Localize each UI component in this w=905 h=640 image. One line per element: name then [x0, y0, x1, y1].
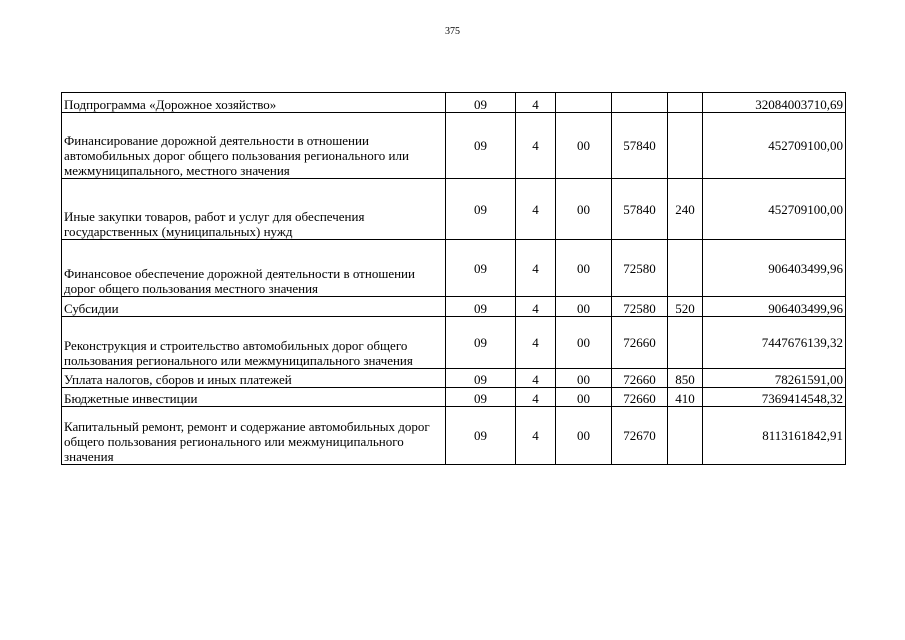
row-name: Бюджетные инвестиции — [62, 388, 446, 407]
row-name: Уплата налогов, сборов и иных платежей — [62, 369, 446, 388]
row-target-code — [612, 93, 668, 113]
row-section: 09 — [446, 388, 516, 407]
row-target-code: 72670 — [612, 407, 668, 465]
table-row — [62, 388, 846, 407]
row-expense-type: 520 — [668, 297, 703, 317]
row-program-code: 00 — [556, 113, 612, 179]
row-subsection: 4 — [516, 179, 556, 240]
row-program-code: 00 — [556, 297, 612, 317]
row-expense-type — [668, 113, 703, 179]
table-row — [62, 93, 846, 113]
row-expense-type — [668, 93, 703, 113]
row-program-code: 00 — [556, 179, 612, 240]
row-program-code — [556, 93, 612, 113]
row-name: Субсидии — [62, 297, 446, 317]
row-subsection: 4 — [516, 297, 556, 317]
row-expense-type — [668, 317, 703, 369]
budget-table — [61, 92, 846, 465]
row-subsection: 4 — [516, 388, 556, 407]
page-number: 375 — [445, 26, 460, 37]
row-target-code: 72660 — [612, 317, 668, 369]
row-subsection: 4 — [516, 240, 556, 297]
row-target-code: 72580 — [612, 297, 668, 317]
row-expense-type: 850 — [668, 369, 703, 388]
row-subsection: 4 — [516, 407, 556, 465]
table-row — [62, 317, 846, 369]
row-program-code: 00 — [556, 369, 612, 388]
row-amount: 906403499,96 — [703, 240, 846, 297]
row-expense-type: 240 — [668, 179, 703, 240]
row-section: 09 — [446, 240, 516, 297]
row-amount: 32084003710,69 — [703, 93, 846, 113]
table-row — [62, 179, 846, 240]
row-subsection: 4 — [516, 317, 556, 369]
row-name: Иные закупки товаров, работ и услуг для обеспечения государственных (муниципальных) нужд — [62, 179, 446, 240]
row-amount: 452709100,00 — [703, 179, 846, 240]
row-subsection: 4 — [516, 113, 556, 179]
row-section: 09 — [446, 369, 516, 388]
row-amount: 78261591,00 — [703, 369, 846, 388]
row-amount: 452709100,00 — [703, 113, 846, 179]
table-row — [62, 369, 846, 388]
row-program-code: 00 — [556, 240, 612, 297]
row-program-code: 00 — [556, 407, 612, 465]
row-name: Подпрограмма «Дорожное хозяйство» — [62, 93, 446, 113]
row-name: Реконструкция и строительство автомобильных дорог общего пользования регионального или межмуниципального значения — [62, 317, 446, 369]
row-section: 09 — [446, 113, 516, 179]
table-row — [62, 240, 846, 297]
row-expense-type — [668, 240, 703, 297]
table-row — [62, 113, 846, 179]
row-expense-type: 410 — [668, 388, 703, 407]
row-amount: 906403499,96 — [703, 297, 846, 317]
table-row — [62, 407, 846, 465]
row-section: 09 — [446, 297, 516, 317]
row-name: Финансирование дорожной деятельности в отношении автомобильных дорог общего пользования регионального или межмуниципального, местного значения — [62, 113, 446, 179]
row-section: 09 — [446, 317, 516, 369]
row-section: 09 — [446, 179, 516, 240]
row-target-code: 57840 — [612, 179, 668, 240]
row-name: Капитальный ремонт, ремонт и содержание автомобильных дорог общего пользования регионального или межмуниципального значения — [62, 407, 446, 465]
table-row — [62, 297, 846, 317]
row-target-code: 72580 — [612, 240, 668, 297]
row-target-code: 72660 — [612, 369, 668, 388]
row-subsection: 4 — [516, 369, 556, 388]
row-amount: 7447676139,32 — [703, 317, 846, 369]
row-section: 09 — [446, 407, 516, 465]
row-amount: 8113161842,91 — [703, 407, 846, 465]
row-name: Финансовое обеспечение дорожной деятельности в отношении дорог общего пользования местного значения — [62, 240, 446, 297]
row-amount: 7369414548,32 — [703, 388, 846, 407]
row-target-code: 57840 — [612, 113, 668, 179]
row-section: 09 — [446, 93, 516, 113]
row-subsection: 4 — [516, 93, 556, 113]
row-program-code: 00 — [556, 388, 612, 407]
row-program-code: 00 — [556, 317, 612, 369]
row-target-code: 72660 — [612, 388, 668, 407]
row-expense-type — [668, 407, 703, 465]
